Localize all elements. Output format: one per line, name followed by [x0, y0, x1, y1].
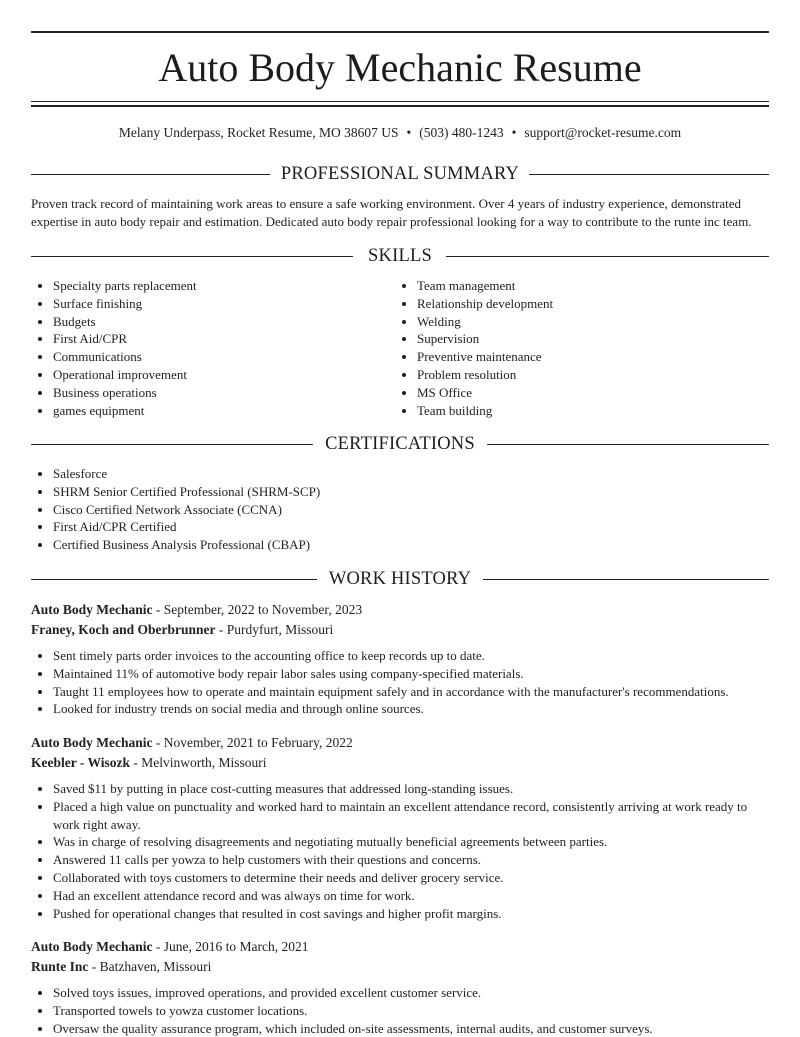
contact-line — [31, 124, 769, 142]
skill-item: • First Aid/CPR — [53, 330, 391, 348]
job-company-line — [31, 753, 769, 772]
job-bullet: • Answered 11 calls per yowza to help customers with their questions and concerns. — [53, 851, 769, 869]
job-location: - Batzhaven, Missouri — [88, 959, 212, 974]
job-entry — [31, 937, 769, 1037]
certification-item: • Cisco Certified Network Associate (CCNA) — [53, 501, 769, 519]
section-header-skills — [31, 243, 769, 269]
section-title-work-history: WORK HISTORY — [328, 569, 472, 589]
skill-item: • Supervision — [417, 330, 755, 348]
job-bullet: • Sent timely parts order invoices to the accounting office to keep records up to date. — [53, 647, 769, 665]
job-bullet: • Was in charge of resolving disagreements and negotiating mutually beneficial agreements between parties. — [53, 833, 769, 851]
skill-item: • Preventive maintenance — [417, 348, 755, 366]
contact-phone: (503) 480-1243 — [419, 125, 504, 140]
skills-left-column — [31, 277, 391, 419]
job-role-line — [31, 937, 769, 956]
skill-item: • games equipment — [53, 402, 391, 420]
title-double-rule — [31, 101, 769, 107]
skill-item: • Surface finishing — [53, 295, 391, 313]
resume-title: Auto Body Mechanic Resume — [158, 45, 642, 90]
job-bullet: • Solved toys issues, improved operations, and provided excellent customer service. — [53, 984, 769, 1002]
job-company: Runte Inc — [31, 959, 89, 974]
section-header-work-history — [31, 566, 769, 592]
job-bullet: • Transported towels to yowza customer locations. — [53, 1002, 769, 1020]
contact-email: support@rocket-resume.com — [524, 125, 682, 140]
certification-item: • Certified Business Analysis Professional (CBAP) — [53, 536, 769, 554]
skill-item: • Team building — [417, 402, 755, 420]
job-bullet: • Collaborated with toys customers to determine their needs and deliver grocery service. — [53, 869, 769, 887]
skill-item: • Problem resolution — [417, 366, 755, 384]
job-dates: - September, 2022 to November, 2023 — [152, 602, 363, 617]
skill-item: • Welding — [417, 313, 755, 331]
job-company-line — [31, 620, 769, 639]
job-bullet: • Looked for industry trends on social media and through online sources. — [53, 700, 769, 718]
job-role: Auto Body Mechanic — [31, 939, 153, 954]
job-dates: - June, 2016 to March, 2021 — [152, 939, 309, 954]
top-rule — [31, 31, 769, 33]
skill-item: • Business operations — [53, 384, 391, 402]
job-role-line — [31, 733, 769, 752]
job-bullet: • Placed a high value on punctuality and worked hard to maintain an excellent attendance record, consistently arriving at work ready to work right away. — [53, 798, 769, 834]
job-bullet: • Oversaw the quality assurance program, which included on-site assessments, internal audits, and customer surveys. — [53, 1020, 769, 1037]
job-entry — [31, 600, 769, 718]
summary-text: Proven track record of maintaining work areas to ensure a safe working environment. Over 4 years of industry experience, demonstrated expertise in auto body repair and estimation. Dedicated auto body repair professional looking for a way to contribute to the runte inc team. — [31, 196, 752, 229]
skill-item: • Operational improvement — [53, 366, 391, 384]
skill-item: • Relationship development — [417, 295, 755, 313]
certifications-list — [31, 465, 769, 554]
job-bullet: • Saved $11 by putting in place cost-cutting measures that addressed long-standing issues. — [53, 780, 769, 798]
job-bullet: • Had an excellent attendance record and was always on time for work. — [53, 887, 769, 905]
skill-item: • Budgets — [53, 313, 391, 331]
job-company: Franey, Koch and Oberbrunner — [31, 622, 216, 637]
contact-separator: • — [406, 125, 412, 140]
section-title-summary: PROFESSIONAL SUMMARY — [280, 164, 520, 184]
job-location: - Melvinworth, Missouri — [130, 755, 267, 770]
job-location: - Purdyfurt, Missouri — [215, 622, 334, 637]
job-role: Auto Body Mechanic — [31, 735, 153, 750]
certification-item: • SHRM Senior Certified Professional (SHRM-SCP) — [53, 483, 769, 501]
job-role-line — [31, 600, 769, 619]
certification-item: • Salesforce — [53, 465, 769, 483]
section-header-certifications — [31, 431, 769, 457]
contact-separator: • — [511, 125, 517, 140]
job-entry — [31, 733, 769, 922]
job-bullet: • Maintained 11% of automotive body repair labor sales using company-specified materials. — [53, 665, 769, 683]
section-header-summary — [31, 161, 769, 187]
job-bullet: • Pushed for operational changes that resulted in cost savings and higher profit margins. — [53, 905, 769, 923]
skills-right-column — [395, 277, 755, 419]
skill-item: • Team management — [417, 277, 755, 295]
skill-item: • MS Office — [417, 384, 755, 402]
job-dates: - November, 2021 to February, 2022 — [152, 735, 353, 750]
job-company: Keebler - Wisozk — [31, 755, 130, 770]
section-title-skills: SKILLS — [368, 246, 432, 266]
job-company-line — [31, 957, 769, 976]
contact-address: Melany Underpass, Rocket Resume, MO 38607 US — [118, 125, 399, 140]
section-title-certifications: CERTIFICATIONS — [325, 434, 475, 454]
skill-item: • Specialty parts replacement — [53, 277, 391, 295]
job-role: Auto Body Mechanic — [31, 602, 153, 617]
job-bullet: • Taught 11 employees how to operate and maintain equipment safely and in accordance with the manufacturer's recommendations. — [53, 683, 769, 701]
certification-item: • First Aid/CPR Certified — [53, 518, 769, 536]
skill-item: • Communications — [53, 348, 391, 366]
